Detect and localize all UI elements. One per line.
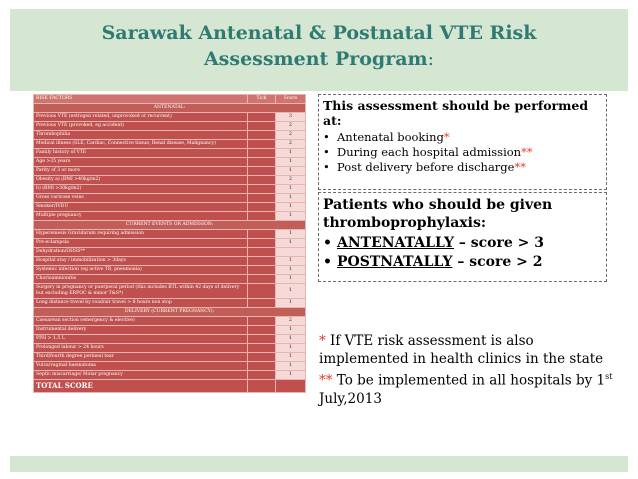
- footnotes: [319, 332, 619, 408]
- risk-factor-cell: Septic miscarriage/ Molar pregnancy: [34, 371, 248, 380]
- footnote-2-end: July,2013: [319, 390, 382, 407]
- risk-factor-cell: Age >35 years: [34, 158, 248, 167]
- section-header-row: [34, 221, 306, 230]
- risk-factor-cell: Medical illness (SLE, Cardiac, Connective tissue, Renal disease, Malignancy): [34, 140, 248, 149]
- table-row: [34, 275, 306, 284]
- table-row: [34, 131, 306, 140]
- title-line-2-text: Assessment Program: [203, 48, 428, 70]
- bullet: •: [323, 160, 330, 174]
- tick-cell[interactable]: [248, 140, 276, 149]
- item-text: [337, 234, 544, 253]
- tick-cell[interactable]: [248, 362, 276, 371]
- table-row: [34, 176, 306, 185]
- score-cell: 1: [276, 362, 306, 371]
- total-score-label: TOTAL SCORE: [34, 380, 248, 393]
- bullet: •: [323, 145, 330, 159]
- tick-cell[interactable]: [248, 248, 276, 257]
- risk-factor-cell: Dehydration/OHSS**: [34, 248, 248, 257]
- score-cell: 1: [276, 257, 306, 266]
- risk-factor-cell: Gross varicose veins: [34, 194, 248, 203]
- table-row: [34, 299, 306, 308]
- footnote-2-sup: st: [605, 372, 613, 381]
- tick-cell[interactable]: [248, 257, 276, 266]
- footnote-2: [319, 368, 619, 408]
- assessment-timing-item: [323, 145, 606, 160]
- table-row: [34, 371, 306, 380]
- section-header-row: [34, 104, 306, 113]
- bullet: •: [323, 130, 330, 144]
- item-text: [337, 160, 526, 175]
- score-cell: [276, 248, 306, 257]
- item-label: Post delivery before discharge: [337, 160, 515, 174]
- table-row: [34, 257, 306, 266]
- score-cell: 1: [276, 284, 306, 299]
- risk-factor-cell: Surgery in pregnancy or puerperal period (this includes BTL within 42 days of delivery but excluding ERPOC & minor T&S*): [34, 284, 248, 299]
- tick-cell[interactable]: [248, 122, 276, 131]
- table-row: [34, 113, 306, 122]
- table-row: [34, 212, 306, 221]
- risk-factor-cell: Systemic infection (eg active TB, pneumonia): [34, 266, 248, 275]
- table-row: [34, 122, 306, 131]
- risk-factor-cell: Multiple pregnancy: [34, 212, 248, 221]
- footnote-1-text: If VTE risk assessment is also implemented in health clinics in the state: [319, 333, 604, 367]
- item-label: ANTENATALLY: [337, 235, 454, 251]
- risk-factor-cell: Smoker/IVDU: [34, 203, 248, 212]
- item-label: POSTNATALLY: [337, 254, 453, 270]
- slide-title: [10, 20, 628, 72]
- risk-factor-cell: Obesity a) (BMI >40kg/m2): [34, 176, 248, 185]
- table-row: [34, 362, 306, 371]
- total-tick-cell: [248, 380, 276, 393]
- bottom-band: [10, 456, 628, 472]
- tick-cell[interactable]: [248, 326, 276, 335]
- item-rest: – score > 2: [452, 254, 543, 270]
- tick-cell[interactable]: [248, 131, 276, 140]
- risk-factor-cell: Third/fourth degree perineal tear: [34, 353, 248, 362]
- risk-factor-cell: Instrumental delivery: [34, 326, 248, 335]
- thromboprophylaxis-item: [323, 253, 606, 272]
- item-label: During each hospital admission: [337, 145, 522, 159]
- bullet: •: [323, 235, 332, 251]
- total-score-cell[interactable]: [276, 380, 306, 393]
- table-row: [34, 203, 306, 212]
- tick-cell[interactable]: [248, 284, 276, 299]
- assessment-timing-item: [323, 160, 606, 175]
- title-line-1: Sarawak Antenatal & Postnatal VTE Risk: [101, 22, 537, 44]
- risk-factor-cell: PPH > 1.5 L: [34, 335, 248, 344]
- score-cell: 2: [276, 131, 306, 140]
- table-row: [34, 344, 306, 353]
- tick-cell[interactable]: [248, 176, 276, 185]
- table-row: [34, 194, 306, 203]
- total-score-row: [34, 380, 306, 393]
- bullet: •: [323, 254, 332, 270]
- score-cell: 1: [276, 203, 306, 212]
- table-row: [34, 185, 306, 194]
- score-cell: 1: [276, 149, 306, 158]
- tick-cell[interactable]: [248, 185, 276, 194]
- item-text: [337, 253, 542, 272]
- tick-cell[interactable]: [248, 167, 276, 176]
- risk-factor-cell: Hyperemesis Gravidarum requiring admission: [34, 230, 248, 239]
- risk-factor-cell: Thrombophilia: [34, 131, 248, 140]
- title-colon: :: [427, 48, 435, 70]
- risk-factor-cell: Pre-eclampsia: [34, 239, 248, 248]
- title-line-2: [10, 46, 628, 72]
- risk-factor-cell: Family history of VTE: [34, 149, 248, 158]
- risk-factor-cell: Previous VTE (estrogen related, unprovoked or recurrent): [34, 113, 248, 122]
- score-cell: 1: [276, 371, 306, 380]
- assessment-timing-list: [319, 130, 606, 175]
- thromboprophylaxis-title: Patients who should be given thromboprophylaxis:: [323, 197, 553, 231]
- table-row: [34, 326, 306, 335]
- table-row: [34, 149, 306, 158]
- risk-factor-cell: Hospital stay / immobilization > 3days: [34, 257, 248, 266]
- thromboprophylaxis-box: [318, 192, 607, 282]
- tick-cell[interactable]: [248, 275, 276, 284]
- risk-factor-cell: Chorioamnionitis: [34, 275, 248, 284]
- item-mark: *: [443, 130, 450, 144]
- footnote-2-text: To be implemented in all hospitals by 1: [332, 372, 606, 389]
- risk-factor-cell: Caesarean section (emergency & elective): [34, 317, 248, 326]
- risk-table-body: [34, 95, 306, 393]
- score-cell: 1: [276, 230, 306, 239]
- score-cell: 1: [276, 299, 306, 308]
- thromboprophylaxis-list: [319, 234, 606, 272]
- risk-factor-cell: Vulva/vaginal haematoma: [34, 362, 248, 371]
- score-cell: 1: [276, 212, 306, 221]
- score-cell: 3: [276, 113, 306, 122]
- table-row: [34, 140, 306, 149]
- risk-factor-cell: Long distance travel by road/air travel > 8 hours non stop: [34, 299, 248, 308]
- footnote-1: [319, 332, 619, 368]
- score-cell: 1: [276, 344, 306, 353]
- tick-cell[interactable]: [248, 299, 276, 308]
- tick-cell[interactable]: [248, 266, 276, 275]
- score-cell: 1: [276, 167, 306, 176]
- assessment-timing-box: [318, 94, 607, 190]
- assessment-timing-item: [323, 130, 606, 145]
- item-label: Antenatal booking: [337, 130, 444, 144]
- footnote-2-mark: **: [319, 372, 333, 389]
- thromboprophylaxis-item: [323, 234, 606, 253]
- score-cell: 1: [276, 275, 306, 284]
- header-risk-factors: RISK FACTORS: [34, 95, 248, 104]
- section-title: DELIVERY (CURRENT PREGNANCY):: [34, 308, 306, 317]
- table-row: [34, 266, 306, 275]
- section-header-row: [34, 308, 306, 317]
- table-row: [34, 335, 306, 344]
- tick-cell[interactable]: [248, 113, 276, 122]
- score-cell: 1: [276, 335, 306, 344]
- item-mark: **: [514, 160, 526, 174]
- tick-cell[interactable]: [248, 203, 276, 212]
- tick-cell[interactable]: [248, 317, 276, 326]
- tick-cell[interactable]: [248, 335, 276, 344]
- tick-cell[interactable]: [248, 230, 276, 239]
- tick-cell[interactable]: [248, 353, 276, 362]
- tick-cell[interactable]: [248, 158, 276, 167]
- item-text: [337, 145, 533, 160]
- table-row: [34, 239, 306, 248]
- risk-factor-cell: Previous VTE (provoked, eg accident): [34, 122, 248, 131]
- section-title: ANTENATAL:: [34, 104, 306, 113]
- score-cell: 1: [276, 266, 306, 275]
- score-cell: 2: [276, 140, 306, 149]
- score-cell: 2: [276, 176, 306, 185]
- table-row: [34, 317, 306, 326]
- item-rest: – score > 3: [453, 235, 544, 251]
- score-cell: 1: [276, 239, 306, 248]
- section-title: CURRENT EVENTS OR ADMISSION:: [34, 221, 306, 230]
- risk-factor-cell: Prolonged labour > 24 hours: [34, 344, 248, 353]
- item-text: [337, 130, 450, 145]
- table-row: [34, 353, 306, 362]
- item-mark: **: [521, 145, 533, 159]
- header-score: Score: [276, 95, 306, 104]
- tick-cell[interactable]: [248, 194, 276, 203]
- table-header-row: [34, 95, 306, 104]
- assessment-timing-title: This assessment should be performed at:: [323, 98, 589, 128]
- risk-factor-cell: b) (BMI >30kg/m2): [34, 185, 248, 194]
- score-cell: 1: [276, 194, 306, 203]
- tick-cell[interactable]: [248, 149, 276, 158]
- footnote-1-mark: *: [319, 333, 326, 349]
- table-row: [34, 167, 306, 176]
- score-cell: 1: [276, 158, 306, 167]
- tick-cell[interactable]: [248, 344, 276, 353]
- table-row: [34, 284, 306, 299]
- score-cell: 1: [276, 326, 306, 335]
- risk-factor-cell: Parity of 3 or more: [34, 167, 248, 176]
- tick-cell[interactable]: [248, 371, 276, 380]
- score-cell: 1: [276, 185, 306, 194]
- score-cell: 2: [276, 317, 306, 326]
- tick-cell[interactable]: [248, 239, 276, 248]
- risk-factors-table: [33, 94, 306, 393]
- score-cell: 2: [276, 122, 306, 131]
- table-row: [34, 230, 306, 239]
- table-row: [34, 158, 306, 167]
- header-tick: Tick: [248, 95, 276, 104]
- score-cell: 1: [276, 353, 306, 362]
- table-row: [34, 248, 306, 257]
- tick-cell[interactable]: [248, 212, 276, 221]
